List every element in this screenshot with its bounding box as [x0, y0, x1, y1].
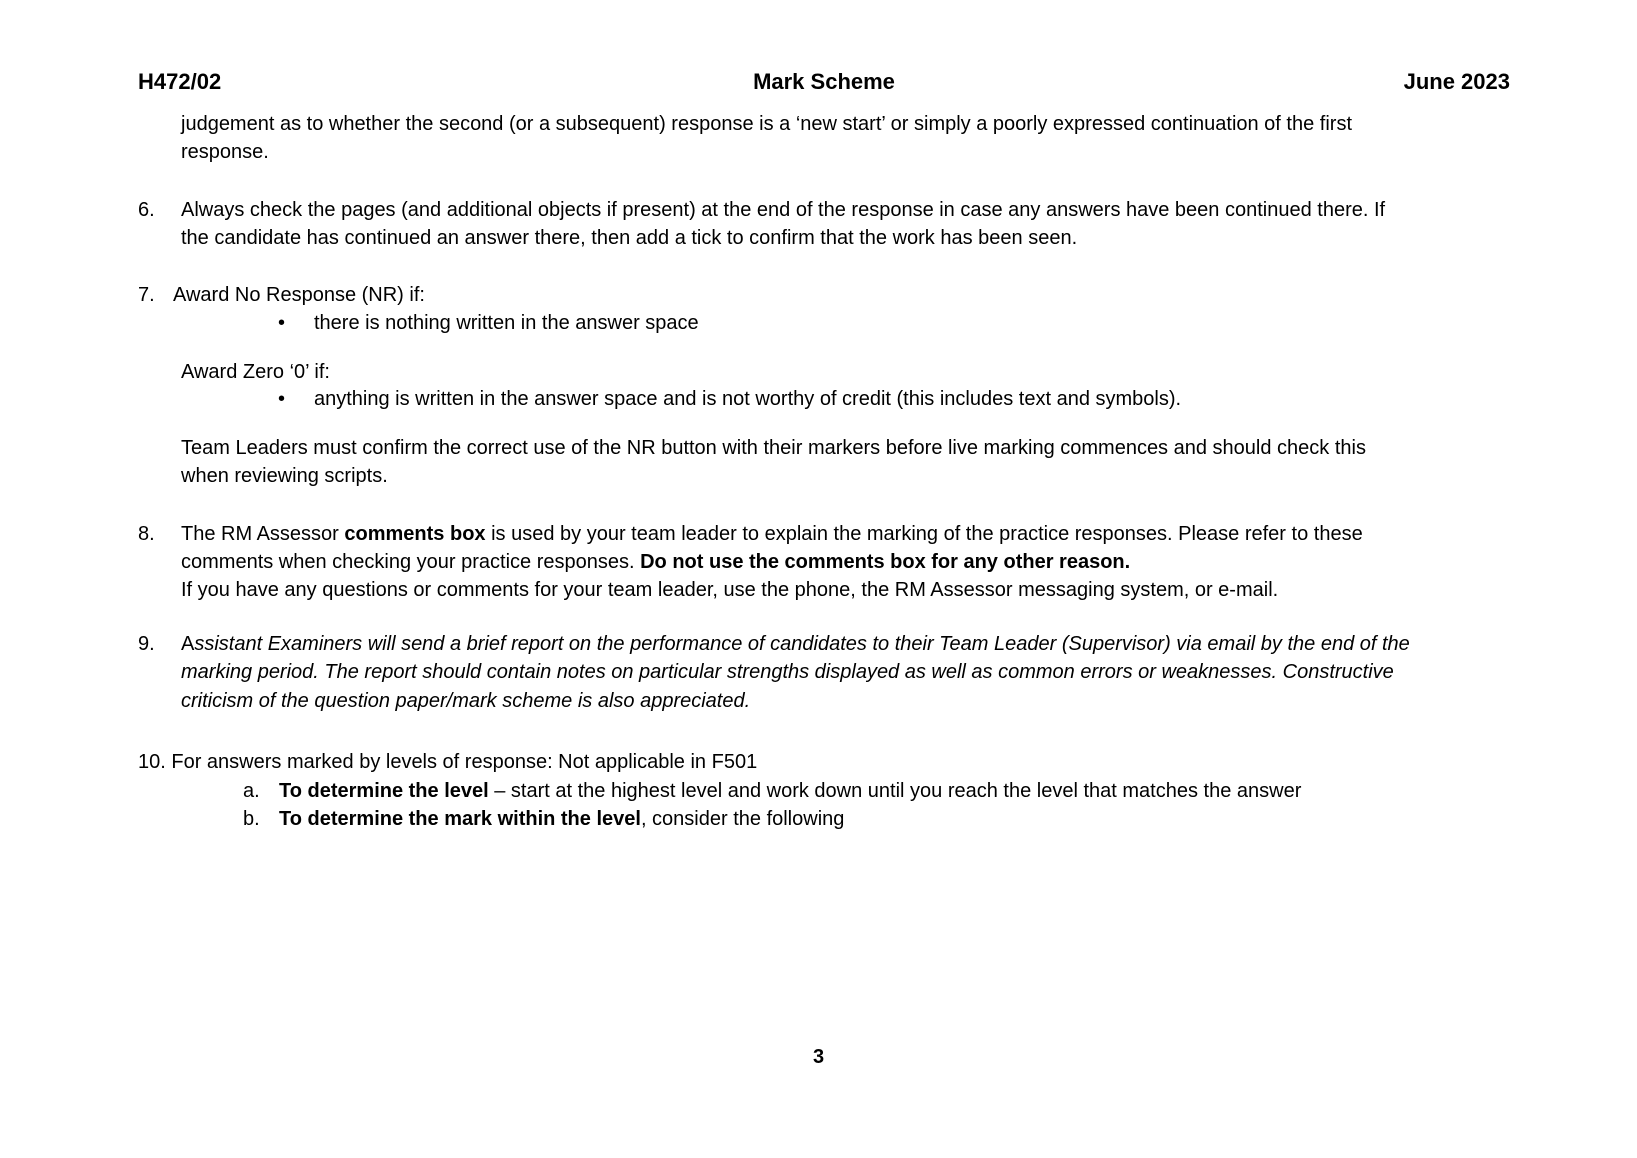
document-title: Mark Scheme [753, 69, 895, 94]
sub-item-b-letter: b. [243, 808, 260, 830]
item-8-line-2: comments when checking your practice responses. Do not use the comments box for any other reason. [181, 551, 1131, 573]
do-not-use-warning: Do not use the comments box for any other reason. [640, 551, 1131, 573]
item-6-line-2: the candidate has continued an answer there, then add a tick to confirm that the work has been seen. [181, 227, 1078, 249]
item-9-line-2: marking period. The report should contain notes on particular strengths displayed as well as common errors or weaknesses. Constructive [181, 661, 1394, 683]
item-7-number: 7. [138, 284, 155, 306]
item-7-intro: Award No Response (NR) if: [173, 284, 425, 306]
bullet-icon: • [278, 388, 286, 410]
item-6-number: 6. [138, 199, 155, 221]
paper-code: H472/02 [138, 69, 222, 94]
item-9-line-3: criticism of the question paper/mark scheme is also appreciated. [181, 690, 751, 712]
sub-item-b-text: To determine the mark within the level, consider the following [279, 808, 845, 830]
zero-bullet-text: anything is written in the answer space and is not worthy of credit (this includes text and symbols). [314, 388, 1182, 410]
item-9-line-1: Assistant Examiners will send a brief report on the performance of candidates to their Team Leader (Supervisor) via email by the end of the [181, 633, 1410, 655]
exam-date: June 2023 [1403, 69, 1510, 94]
sub-item-a-text: To determine the level – start at the highest level and work down until you reach the level that matches the answer [279, 780, 1302, 802]
item-10-intro: 10. For answers marked by levels of response: Not applicable in F501 [138, 751, 758, 773]
item-6-line-1: Always check the pages (and additional objects if present) at the end of the response in case any answers have been continued there. If [181, 199, 1386, 221]
item-8-line-3: If you have any questions or comments for your team leader, use the phone, the RM Assessor messaging system, or e-mail. [181, 579, 1279, 601]
sub-item-a-letter: a. [243, 780, 260, 802]
bullet-icon: • [278, 312, 286, 334]
item-8-number: 8. [138, 523, 155, 545]
page-header [138, 68, 1510, 98]
item-9-number: 9. [138, 633, 155, 655]
team-leader-line-1: Team Leaders must confirm the correct use of the NR button with their markers before live marking commences and should check this [181, 437, 1366, 459]
item-8-line-1: The RM Assessor comments box is used by your team leader to explain the marking of the practice responses. Please refer to these [181, 523, 1363, 545]
continuation-line-1: judgement as to whether the second (or a subsequent) response is a ‘new start’ or simply a poorly expressed continuation of the first [181, 113, 1352, 135]
continuation-line-2: response. [181, 141, 269, 163]
team-leader-line-2: when reviewing scripts. [181, 465, 388, 487]
zero-intro: Award Zero ‘0’ if: [181, 361, 330, 383]
nr-bullet-text: there is nothing written in the answer space [314, 312, 699, 334]
comments-box-emphasis: comments box [344, 523, 486, 545]
page-number: 3 [812, 1046, 825, 1068]
